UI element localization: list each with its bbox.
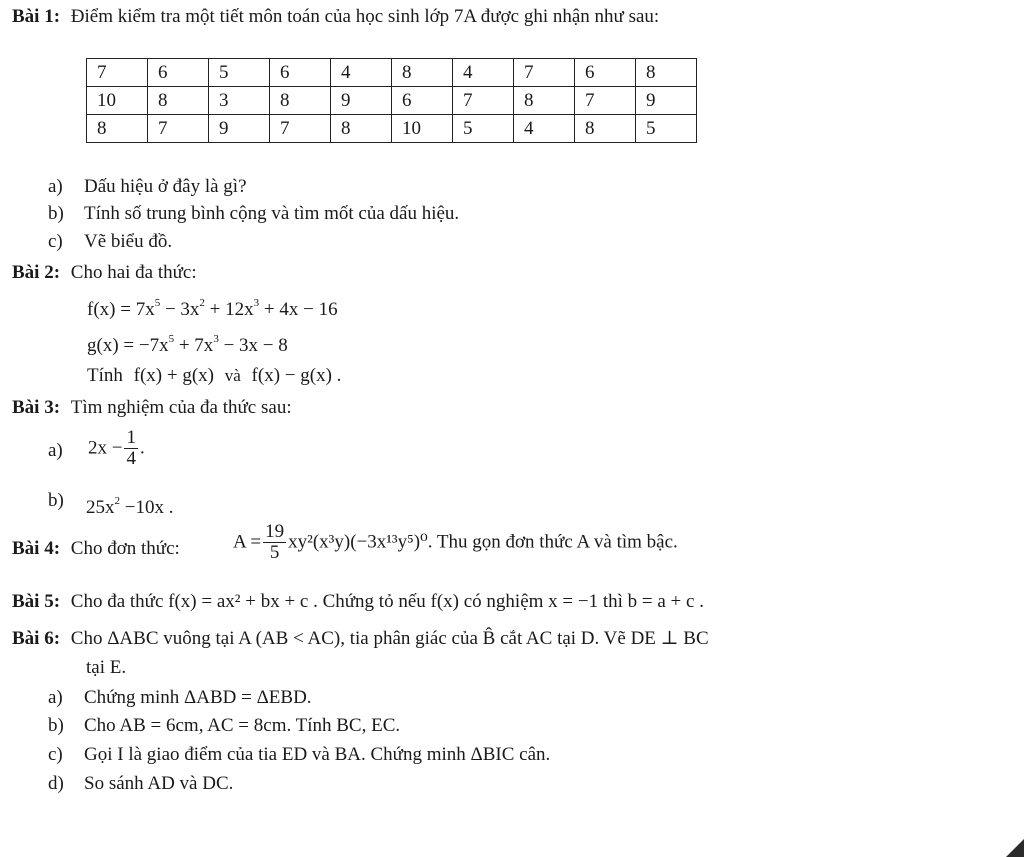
page-corner-shadow: [1006, 839, 1024, 857]
bai3-heading: [12, 397, 292, 419]
table-cell: 9: [636, 87, 697, 115]
table-row: [87, 59, 697, 87]
bai2-text: Cho hai đa thức:: [70, 262, 197, 283]
bai4-heading: [12, 538, 180, 560]
table-row: [87, 87, 697, 115]
poly-term: + 4x − 16: [259, 299, 338, 320]
bai4-text: Cho đơn thức:: [70, 538, 180, 559]
item-mark: d): [48, 773, 64, 794]
table-cell: 6: [392, 87, 453, 115]
poly-term: + 12x: [204, 299, 254, 320]
expr-end: .: [139, 437, 145, 459]
exponent: 3: [253, 297, 260, 309]
table-cell: 7: [270, 115, 331, 143]
tinh-word: Tính: [87, 365, 123, 386]
bai6-item-b: [48, 715, 401, 737]
fraction-denominator: 5: [269, 542, 280, 563]
table-cell: 8: [148, 87, 209, 115]
table-cell: 4: [514, 115, 575, 143]
table-cell: 10: [87, 87, 148, 115]
monomial-body: xy²(x³y)(−3x¹³y⁵)⁰: [288, 531, 428, 553]
bai2-heading: [12, 262, 197, 284]
expr-text: −10x .: [120, 497, 174, 518]
table-row: [87, 115, 697, 143]
table-cell: 8: [575, 115, 636, 143]
va-word: và: [224, 366, 241, 385]
bai6-item-c: [48, 744, 551, 766]
exponent: 2: [114, 495, 120, 507]
item-mark: b): [48, 490, 64, 511]
table-cell: 5: [636, 115, 697, 143]
bai5-heading: [12, 591, 704, 613]
table-cell: 5: [453, 115, 514, 143]
bai3-expr-b: [86, 490, 173, 519]
fraction-denominator: 4: [126, 448, 136, 469]
poly-term: + 7x: [174, 335, 214, 356]
table-cell: 7: [87, 59, 148, 87]
bai6-item-d: [48, 773, 234, 795]
item-mark: a): [48, 440, 63, 461]
exponent: 3: [213, 333, 219, 345]
table-cell: 8: [331, 115, 392, 143]
bai4-monomial: [233, 522, 678, 563]
bai6-text: Cho ΔABC vuông tại A (AB < AC), tia phân giác của B̂ cắt AC tại D. Vẽ DE ⊥ BC: [70, 628, 709, 649]
exponent: 5: [168, 333, 175, 345]
item-mark: c): [48, 744, 63, 765]
table-cell: 7: [148, 115, 209, 143]
item-mark: a): [48, 687, 63, 708]
table-cell: 7: [453, 87, 514, 115]
table-cell: 4: [453, 59, 514, 87]
item-text: Vẽ biểu đồ.: [84, 231, 173, 252]
item-mark: c): [48, 231, 63, 252]
item-text: Cho AB = 6cm, AC = 8cm. Tính BC, EC.: [84, 715, 401, 736]
item-text: Chứng minh ΔABD = ΔEBD.: [84, 687, 312, 708]
bai1-label: Bài 1:: [12, 6, 61, 27]
bai3-label: Bài 3:: [12, 397, 61, 418]
table-cell: 9: [209, 115, 270, 143]
item-mark: b): [48, 715, 64, 736]
item-text: So sánh AD và DC.: [84, 773, 234, 794]
exponent: 5: [154, 297, 161, 309]
table-cell: 4: [331, 59, 392, 87]
fraction-19-5: [263, 522, 286, 563]
poly-term: − 3x − 8: [218, 335, 288, 356]
poly-term: − 3x: [160, 299, 200, 320]
table-cell: 8: [636, 59, 697, 87]
poly-g-lhs: g(x) = −7x: [87, 335, 169, 356]
bai6-heading: [12, 628, 709, 650]
table-cell: 8: [514, 87, 575, 115]
bai6-item-a: [48, 687, 312, 709]
table-cell: 6: [575, 59, 636, 87]
bai1-item-a: [48, 176, 247, 198]
expr-text: 25x: [86, 497, 115, 518]
table-cell: 10: [392, 115, 453, 143]
table-cell: 6: [270, 59, 331, 87]
item-mark: a): [48, 176, 63, 197]
table-cell: 8: [392, 59, 453, 87]
bai2-label: Bài 2:: [12, 262, 61, 283]
item-text: Dấu hiệu ở đây là gì?: [84, 176, 247, 197]
bai6-text-cont: tại E.: [86, 657, 127, 678]
table-cell: 7: [575, 87, 636, 115]
table-cell: 6: [148, 59, 209, 87]
bai1-item-c: [48, 231, 173, 253]
bai1-text: Điểm kiểm tra một tiết môn toán của học sinh lớp 7A được ghi nhận như sau:: [70, 6, 660, 27]
table-cell: 3: [209, 87, 270, 115]
bai3-item-b: [48, 490, 174, 518]
bai6-label: Bài 6:: [12, 628, 61, 649]
exponent: 2: [199, 297, 205, 309]
bai2-task: [87, 365, 341, 387]
bai5-label: Bài 5:: [12, 591, 61, 612]
poly-g: [87, 328, 288, 357]
poly-f: [87, 292, 338, 321]
bai1-item-b: [48, 203, 460, 225]
table-cell: 9: [331, 87, 392, 115]
score-table: [86, 58, 697, 143]
table-cell: 8: [270, 87, 331, 115]
bai4-label: Bài 4:: [12, 538, 61, 559]
table-cell: 5: [209, 59, 270, 87]
table-cell: 7: [514, 59, 575, 87]
fraction-numerator: 19: [265, 521, 285, 542]
bai3-expr-a: [88, 428, 145, 469]
fraction-one-quarter: [124, 428, 138, 469]
item-text: Gọi I là giao điểm của tia ED và BA. Chứng minh ΔBIC cân.: [84, 744, 551, 765]
poly-f-lhs: f(x) = 7x: [87, 299, 155, 320]
monomial-lhs: A =: [233, 531, 262, 553]
bai3-text: Tìm nghiệm của đa thức sau:: [70, 397, 292, 418]
bai4-rest: . Thu gọn đơn thức A và tìm bậc.: [427, 531, 678, 553]
bai3-item-a: [48, 440, 63, 462]
fraction-numerator: 1: [126, 427, 136, 448]
item-text: Tính số trung bình cộng và tìm mốt của dấu hiệu.: [84, 203, 460, 224]
difference-expression: f(x) − g(x) .: [251, 365, 342, 386]
bai1-heading: [12, 6, 659, 28]
expr-text: 2x −: [88, 437, 123, 459]
bai5-text: Cho đa thức f(x) = ax² + bx + c . Chứng tỏ nếu f(x) có nghiệm x = −1 thì b = a + c .: [70, 591, 704, 612]
sum-expression: f(x) + g(x): [133, 365, 214, 386]
item-mark: b): [48, 203, 64, 224]
table-cell: 8: [87, 115, 148, 143]
